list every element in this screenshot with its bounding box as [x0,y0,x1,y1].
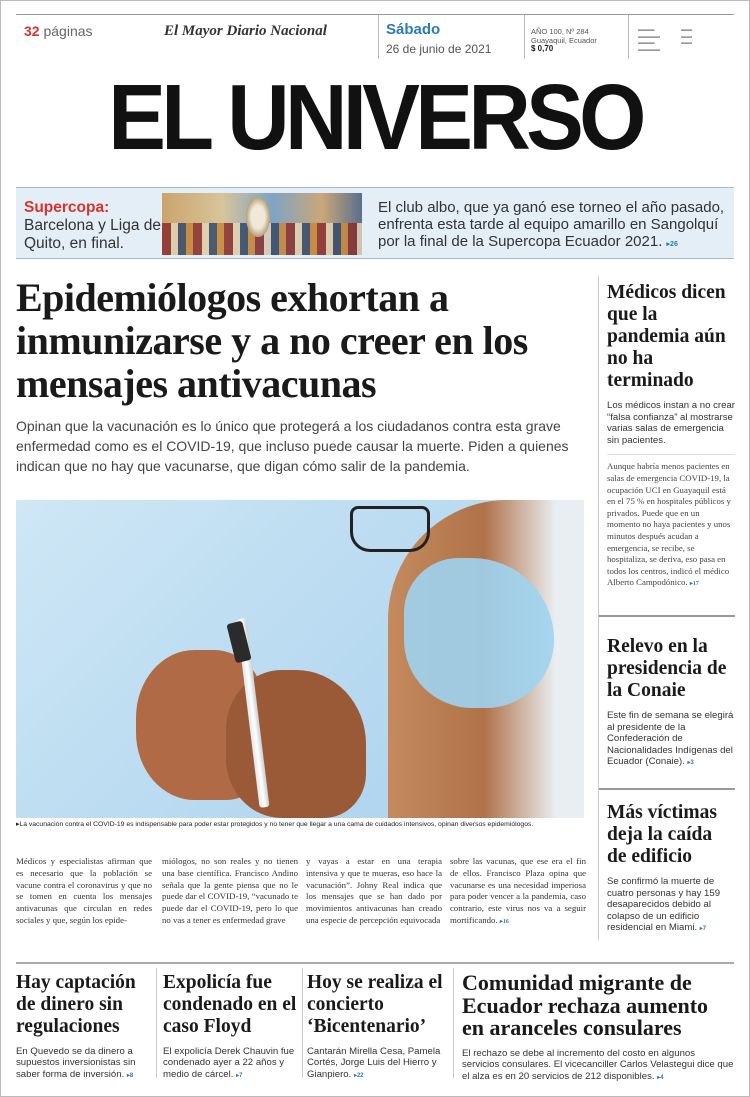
bottom-headline: Comunidad migrante de Ecuador rechaza aumento en aranceles consulares [462,970,709,1041]
issue-date: 26 de junio de 2021 [386,42,492,56]
divider [156,968,157,1078]
masthead-logo[interactable]: EL UNIVERSO [108,65,642,169]
issue-info: AÑO 100, Nº 284 Guayaquil, Ecuador $ 0,70 [531,27,597,53]
sidebar-story-edificio[interactable] [607,802,735,936]
bottom-text: Cantarán Mirella Cesa, Pamela Cortés, Jorge Luis del Hierro y Gianpiero. ▸22 [307,1046,441,1080]
bottom-story-concierto[interactable] [307,972,447,1082]
divider [599,615,735,617]
sidebar-summary: Se confirmó la muerte de cuatro personas y hay 159 desaparecidos debido al colapso de un edificio residencial en Miami. ▸7 [607,876,721,934]
main-headline[interactable]: Epidemiólogos exhortan a inmunizarse y a no creer en los mensajes antivacunas [16,275,528,406]
page-count: 32 páginas [24,23,93,39]
bottom-story-floyd[interactable] [163,972,297,1082]
divider [378,15,379,59]
bottom-text: El expolicía Derek Chauvin fue condenado ayer a 22 años y medio de cárcel. ▸7 [163,1046,295,1080]
main-deck: Opinan que la vacunación es lo único que protegerá a los ciudadanos contra esta grave enfermedad como es el COVID-19, que incluso puede causar la muerte. Piden a quienes indican que no hay que vacunarse, que digan cómo salir de la pandemia. [16,418,569,474]
fine-print: ▬▬ ▬▬ ▬▬ [681,27,692,46]
vaccine-photo [16,500,584,818]
body-column: y vayas a estar en una terapia intensiva y que te mueras, eso hace la vacunación”. Johny Real indica que los mensajes que se han dado por movimientos antivacunas han creado una especie de percepción equivocada [306,856,442,925]
divider [302,968,303,1078]
bottom-story-migrante[interactable] [462,972,734,1084]
motto: El Mayor Diario Nacional [164,23,327,39]
sidebar-summary: Este fin de semana se elegirá al presidente de la Confederación de Nacionalidades Indígenas del Ecuador (Conaie). ▸3 [607,710,734,768]
top-info-bar [16,14,734,60]
bottom-headline: Expolicía fue condenado en el caso Floyd [163,972,297,1037]
sidebar-story-conaie[interactable] [607,636,735,770]
bottom-headline: Hay captación de dinero sin regulaciones [16,972,136,1037]
fine-print: ▬▬▬ ▬▬▬▬ ▬▬▬ ▬▬▬▬ [638,27,660,53]
trophy-icon [246,197,270,237]
body-column: miólogos, no son reales y no tienen una base científica. Francisco Andino señala que la gente piensa que no le puede dar el COVID-19, “vacunado te puede dar el COVID-19, pero lo que no vas a tener es enfermedad grave [162,856,298,925]
teaser-banner[interactable] [16,187,734,259]
sidebar-story-medicos[interactable] [607,282,735,591]
bottom-text: El rechazo se debe al incremento del costo en algunos servicios consulares. El vicecanciller Carlos Velastegui dice que el alza es en 20 servicios de 212 disponibles. ▸4 [462,1047,734,1082]
body-column: sobre las vacunas, que ese era el fin de ellos. Francisco Plaza opina que vacunarse es una necesidad imperiosa para poder vencer a la pandemia, caso contrario, este virus nos va a seguir mortificando. ▸16 [450,856,586,925]
divider [599,788,735,790]
sidebar-headline: Relevo en la presidencia de la Conaie [607,636,727,701]
divider [628,15,629,59]
sidebar-summary: Los médicos instan a no crear “falsa confianza” al mostrarse varias salas de emergencia sin pacientes. [607,400,735,446]
sidebar-text: Aunque habría menos pacientes en salas de emergencia COVID-19, la ocupación UCI en Guayaquil está en el 75 % en hospitales públicos y privados. Puede que en un momento no haya pacientes y unos minutos después acudan a emergencia, se recibe, se hospitaliza, se deriva, eso pasa en todos los centros, indicó el médico Alberto Campodónico. ▸17 [607,454,735,591]
photo-caption: ▸La vacunación contra el COVID-19 es indispensable para poder estar protegidos y no tener que llegar a una cama de cuidados intensivos, opinan diversos epidemiólogos. [16,821,534,828]
sidebar-headline: Médicos dicen que la pandemia aún no ha terminado [607,282,726,391]
divider [524,15,525,59]
glasses [350,506,430,552]
teaser-photo [162,193,362,255]
teaser-headline: Supercopa: Barcelona y Liga de Quito, en final. [24,199,162,252]
sidebar [598,276,734,940]
bottom-story-captacion[interactable] [16,972,150,1082]
body-column: Médicos y especialistas afirman que es necesario que la población se vacune contra el coronavirus y que no se tomen en cuenta los mensajes antivacunas que circulan en redes sociales y que, según los epide- [16,856,152,925]
weekday: Sábado [386,21,441,38]
divider [453,968,454,1078]
bottom-stories [16,962,734,1082]
bottom-text: En Quevedo se da dinero a supuestos inversionistas sin saber forma de inversión. ▸8 [16,1046,136,1080]
bottom-headline: Hoy se realiza el concierto ‘Bicentenario’ [307,972,443,1037]
sidebar-headline: Más víctimas deja la caída de edificio [607,802,717,867]
teaser-text: El club albo, que ya ganó ese torneo el año pasado, enfrenta esta tarde al equipo amarillo en Sangolquí por la final de la Supercopa Ecuador 2021. ▸26 [378,199,725,250]
